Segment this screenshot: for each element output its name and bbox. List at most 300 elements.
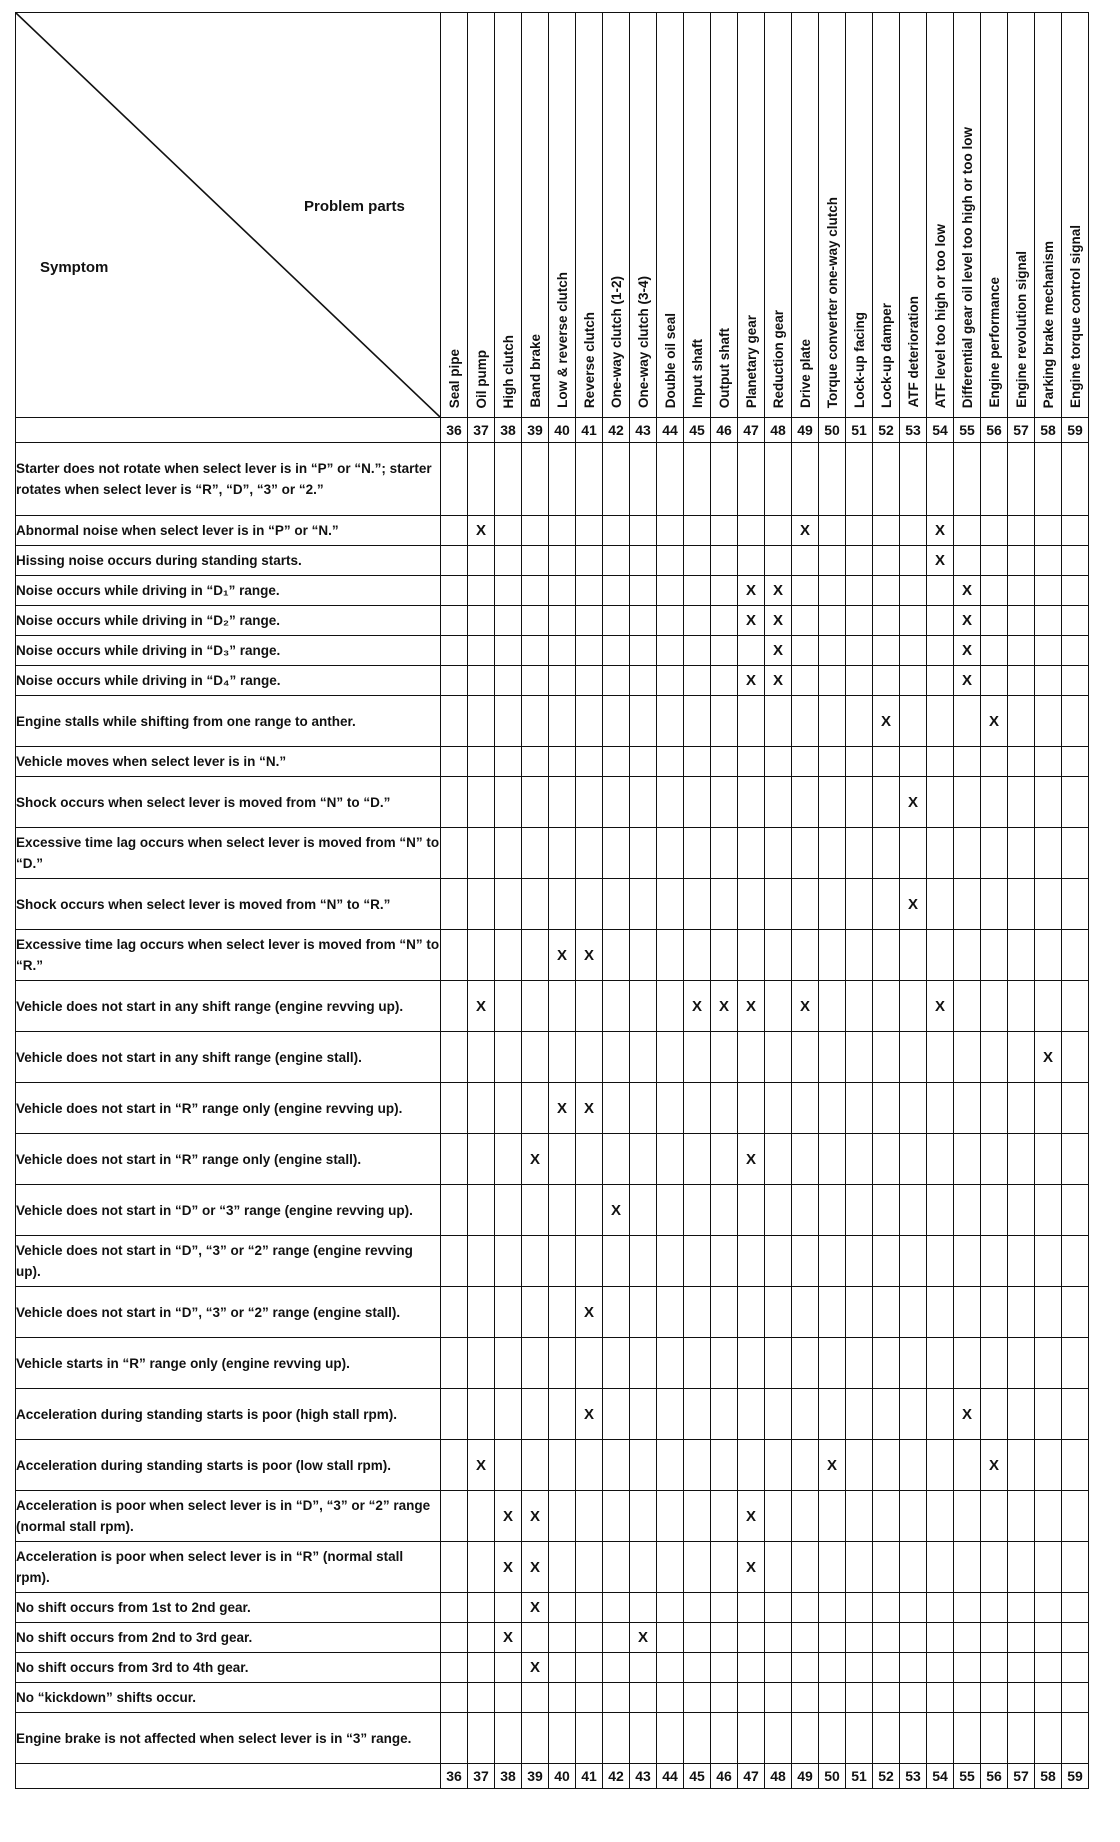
- empty-cell: [657, 1491, 684, 1542]
- empty-cell: [927, 1185, 954, 1236]
- symptom-text: Vehicle does not start in any shift range (engine revving up).: [16, 981, 441, 1032]
- column-header-45: [684, 13, 711, 418]
- mark-cell-40: X: [549, 930, 576, 981]
- column-number-42: 42: [603, 418, 630, 443]
- empty-cell: [981, 828, 1008, 879]
- empty-cell: [846, 747, 873, 777]
- empty-cell: [1035, 1542, 1062, 1593]
- mark-cell-50: X: [819, 1440, 846, 1491]
- diagnosis-table: [15, 12, 1089, 1789]
- empty-cell: [495, 666, 522, 696]
- empty-cell: [1062, 606, 1089, 636]
- empty-cell: [738, 1713, 765, 1764]
- empty-cell: [603, 1542, 630, 1593]
- empty-cell: [1008, 981, 1035, 1032]
- empty-cell: [630, 696, 657, 747]
- empty-cell: [630, 443, 657, 516]
- empty-cell: [1062, 636, 1089, 666]
- empty-cell: [522, 1287, 549, 1338]
- empty-cell: [684, 1653, 711, 1683]
- column-number-38: 38: [495, 1764, 522, 1789]
- empty-cell: [846, 1593, 873, 1623]
- empty-cell: [603, 1653, 630, 1683]
- empty-cell: [1035, 1338, 1062, 1389]
- empty-cell: [603, 1683, 630, 1713]
- mark-cell-39: X: [522, 1653, 549, 1683]
- empty-cell: [981, 636, 1008, 666]
- empty-cell: [468, 1389, 495, 1440]
- empty-cell: [738, 1287, 765, 1338]
- mark-cell-45: X: [684, 981, 711, 1032]
- empty-cell: [819, 636, 846, 666]
- empty-cell: [468, 1623, 495, 1653]
- empty-cell: [549, 777, 576, 828]
- empty-cell: [1062, 1134, 1089, 1185]
- empty-cell: [630, 1542, 657, 1593]
- empty-cell: [441, 1389, 468, 1440]
- table-row: [16, 1185, 1089, 1236]
- empty-cell: [522, 747, 549, 777]
- empty-cell: [765, 443, 792, 516]
- empty-cell: [711, 516, 738, 546]
- column-number-48: 48: [765, 1764, 792, 1789]
- empty-cell: [738, 828, 765, 879]
- empty-cell: [630, 879, 657, 930]
- empty-cell: [630, 1713, 657, 1764]
- empty-cell: [792, 1134, 819, 1185]
- column-number-45: 45: [684, 418, 711, 443]
- empty-cell: [549, 1134, 576, 1185]
- empty-cell: [873, 1287, 900, 1338]
- empty-cell: [441, 1236, 468, 1287]
- empty-cell: [495, 696, 522, 747]
- empty-cell: [873, 1542, 900, 1593]
- empty-cell: [630, 1683, 657, 1713]
- column-number-51: 51: [846, 1764, 873, 1789]
- empty-cell: [711, 1440, 738, 1491]
- diagnosis-chart: [15, 12, 1089, 1789]
- empty-cell: [657, 1134, 684, 1185]
- empty-cell: [603, 1593, 630, 1623]
- empty-cell: [630, 1287, 657, 1338]
- empty-cell: [603, 546, 630, 576]
- empty-cell: [576, 1593, 603, 1623]
- empty-cell: [873, 1134, 900, 1185]
- empty-cell: [549, 1287, 576, 1338]
- empty-cell: [738, 879, 765, 930]
- empty-cell: [684, 828, 711, 879]
- empty-cell: [927, 1653, 954, 1683]
- column-number-41: 41: [576, 418, 603, 443]
- empty-cell: [1008, 666, 1035, 696]
- empty-cell: [792, 1623, 819, 1653]
- empty-cell: [738, 1593, 765, 1623]
- empty-cell: [846, 1623, 873, 1653]
- empty-cell: [576, 1032, 603, 1083]
- empty-cell: [927, 1032, 954, 1083]
- empty-cell: [900, 1623, 927, 1653]
- empty-cell: [684, 666, 711, 696]
- empty-cell: [792, 1653, 819, 1683]
- empty-cell: [792, 1185, 819, 1236]
- empty-cell: [549, 828, 576, 879]
- empty-cell: [900, 930, 927, 981]
- empty-cell: [603, 1287, 630, 1338]
- empty-cell: [981, 1083, 1008, 1134]
- empty-cell: [603, 666, 630, 696]
- mark-cell-48: X: [765, 606, 792, 636]
- empty-cell: [873, 443, 900, 516]
- empty-cell: [711, 1653, 738, 1683]
- empty-cell: [1035, 930, 1062, 981]
- empty-cell: [630, 747, 657, 777]
- empty-cell: [792, 1683, 819, 1713]
- empty-cell: [900, 1032, 927, 1083]
- empty-cell: [927, 1134, 954, 1185]
- empty-cell: [873, 666, 900, 696]
- empty-cell: [1008, 1491, 1035, 1542]
- mark-cell-56: X: [981, 696, 1008, 747]
- empty-cell: [1008, 636, 1035, 666]
- empty-cell: [1008, 828, 1035, 879]
- empty-cell: [1035, 1440, 1062, 1491]
- column-number-38: 38: [495, 418, 522, 443]
- empty-cell: [900, 1593, 927, 1623]
- empty-cell: [765, 1653, 792, 1683]
- empty-cell: [846, 828, 873, 879]
- empty-cell: [468, 696, 495, 747]
- empty-cell: [1062, 546, 1089, 576]
- empty-cell: [792, 1338, 819, 1389]
- empty-cell: [711, 930, 738, 981]
- empty-cell: [981, 1491, 1008, 1542]
- empty-cell: [900, 636, 927, 666]
- symptom-text: No shift occurs from 3rd to 4th gear.: [16, 1653, 441, 1683]
- empty-cell: [1035, 828, 1062, 879]
- column-number-37: 37: [468, 418, 495, 443]
- empty-cell: [603, 1440, 630, 1491]
- empty-cell: [954, 1134, 981, 1185]
- column-label: ATF level too high or too low: [932, 223, 948, 408]
- empty-cell: [738, 1683, 765, 1713]
- empty-cell: [441, 666, 468, 696]
- empty-cell: [927, 696, 954, 747]
- empty-cell: [792, 1287, 819, 1338]
- table-row: [16, 1338, 1089, 1389]
- column-label: One-way clutch (3-4): [635, 275, 651, 408]
- empty-cell: [522, 546, 549, 576]
- empty-cell: [765, 1593, 792, 1623]
- empty-cell: [1035, 666, 1062, 696]
- mark-cell-41: X: [576, 1083, 603, 1134]
- empty-cell: [900, 443, 927, 516]
- empty-cell: [738, 1389, 765, 1440]
- empty-cell: [549, 1542, 576, 1593]
- empty-cell: [792, 879, 819, 930]
- empty-cell: [954, 981, 981, 1032]
- column-header-54: [927, 13, 954, 418]
- column-number-55: 55: [954, 1764, 981, 1789]
- column-header-37: [468, 13, 495, 418]
- empty-cell: [1008, 1623, 1035, 1653]
- empty-cell: [1035, 1491, 1062, 1542]
- empty-cell: [1035, 1236, 1062, 1287]
- mark-cell-41: X: [576, 1287, 603, 1338]
- empty-cell: [495, 828, 522, 879]
- empty-cell: [819, 1713, 846, 1764]
- empty-cell: [441, 981, 468, 1032]
- empty-cell: [873, 546, 900, 576]
- empty-cell: [576, 546, 603, 576]
- empty-cell: [468, 1542, 495, 1593]
- empty-cell: [792, 636, 819, 666]
- column-header-46: [711, 13, 738, 418]
- empty-cell: [1062, 1389, 1089, 1440]
- empty-cell: [792, 576, 819, 606]
- empty-cell: [873, 516, 900, 546]
- empty-cell: [927, 576, 954, 606]
- empty-cell: [468, 546, 495, 576]
- empty-cell: [576, 443, 603, 516]
- empty-cell: [468, 443, 495, 516]
- empty-cell: [684, 1185, 711, 1236]
- empty-cell: [1035, 636, 1062, 666]
- empty-cell: [1035, 981, 1062, 1032]
- empty-cell: [792, 1713, 819, 1764]
- empty-cell: [981, 1287, 1008, 1338]
- empty-cell: [819, 606, 846, 636]
- column-number-row-top: [16, 418, 1089, 443]
- empty-cell: [846, 1683, 873, 1713]
- empty-cell: [1062, 576, 1089, 606]
- empty-cell: [873, 1185, 900, 1236]
- mark-cell-54: X: [927, 546, 954, 576]
- table-row: [16, 879, 1089, 930]
- empty-cell: [441, 576, 468, 606]
- empty-cell: [927, 636, 954, 666]
- empty-cell: [765, 879, 792, 930]
- empty-cell: [468, 1593, 495, 1623]
- mark-cell-40: X: [549, 1083, 576, 1134]
- empty-cell: [981, 666, 1008, 696]
- empty-cell: [819, 666, 846, 696]
- empty-cell: [1008, 879, 1035, 930]
- empty-cell: [1062, 1653, 1089, 1683]
- column-number-39: 39: [522, 1764, 549, 1789]
- mark-cell-37: X: [468, 1440, 495, 1491]
- symptom-text: Starter does not rotate when select lever is in “P” or “N.”; starter rotates when select lever is “R”, “D”, “3” or “2.”: [16, 443, 441, 516]
- empty-cell: [819, 1134, 846, 1185]
- empty-cell: [1035, 1593, 1062, 1623]
- empty-cell: [819, 1653, 846, 1683]
- symptom-text: Vehicle does not start in any shift range (engine stall).: [16, 1032, 441, 1083]
- column-label: Reduction gear: [770, 309, 786, 408]
- table-row: [16, 1134, 1089, 1185]
- empty-cell: [711, 1542, 738, 1593]
- empty-cell: [495, 981, 522, 1032]
- column-number-43: 43: [630, 418, 657, 443]
- empty-cell: [549, 1491, 576, 1542]
- empty-cell: [1008, 576, 1035, 606]
- mark-cell-55: X: [954, 636, 981, 666]
- table-row: [16, 606, 1089, 636]
- empty-cell: [684, 1032, 711, 1083]
- symptom-text: Acceleration is poor when select lever is in “R” (normal stall rpm).: [16, 1542, 441, 1593]
- empty-cell: [900, 981, 927, 1032]
- mark-cell-56: X: [981, 1440, 1008, 1491]
- empty-cell: [711, 1083, 738, 1134]
- empty-cell: [765, 1491, 792, 1542]
- column-header-39: [522, 13, 549, 418]
- empty-cell: [819, 1032, 846, 1083]
- empty-cell: [738, 636, 765, 666]
- column-number-43: 43: [630, 1764, 657, 1789]
- empty-cell: [954, 696, 981, 747]
- empty-cell: [576, 1713, 603, 1764]
- empty-cell: [819, 1185, 846, 1236]
- symptom-text: Engine brake is not affected when select lever is in “3” range.: [16, 1713, 441, 1764]
- column-number-49: 49: [792, 418, 819, 443]
- table-row: [16, 1542, 1089, 1593]
- column-label: Low & reverse clutch: [554, 272, 570, 408]
- mark-cell-48: X: [765, 636, 792, 666]
- empty-cell: [549, 1236, 576, 1287]
- symptom-text: Acceleration is poor when select lever is in “D”, “3” or “2” range (normal stall rpm).: [16, 1491, 441, 1542]
- empty-cell: [603, 879, 630, 930]
- column-label: Band brake: [527, 334, 543, 408]
- symptom-text: Shock occurs when select lever is moved from “N” to “R.”: [16, 879, 441, 930]
- empty-cell: [846, 666, 873, 696]
- empty-cell: [900, 828, 927, 879]
- empty-cell: [1008, 1236, 1035, 1287]
- column-number-53: 53: [900, 418, 927, 443]
- mark-cell-52: X: [873, 696, 900, 747]
- problem-parts-label: Problem parts: [304, 198, 405, 215]
- empty-cell: [657, 606, 684, 636]
- empty-cell: [819, 981, 846, 1032]
- empty-cell: [684, 1287, 711, 1338]
- mark-cell-38: X: [495, 1491, 522, 1542]
- empty-cell: [981, 1338, 1008, 1389]
- empty-cell: [468, 666, 495, 696]
- empty-cell: [873, 576, 900, 606]
- empty-cell: [441, 1083, 468, 1134]
- table-row: [16, 1287, 1089, 1338]
- empty-cell: [1062, 1032, 1089, 1083]
- empty-cell: [711, 1683, 738, 1713]
- table-row: [16, 576, 1089, 606]
- mark-cell-47: X: [738, 1542, 765, 1593]
- empty-cell: [792, 443, 819, 516]
- empty-cell: [630, 516, 657, 546]
- column-header-43: [630, 13, 657, 418]
- mark-cell-41: X: [576, 1389, 603, 1440]
- empty-cell: [738, 777, 765, 828]
- empty-cell: [603, 1338, 630, 1389]
- empty-cell: [954, 1185, 981, 1236]
- empty-cell: [1062, 1491, 1089, 1542]
- empty-cell: [900, 1287, 927, 1338]
- empty-cell: [576, 777, 603, 828]
- empty-cell: [495, 576, 522, 606]
- empty-cell: [630, 1440, 657, 1491]
- empty-cell: [711, 1185, 738, 1236]
- empty-cell: [495, 747, 522, 777]
- empty-cell: [576, 879, 603, 930]
- empty-cell: [873, 1338, 900, 1389]
- empty-cell: [819, 1338, 846, 1389]
- empty-cell: [900, 1440, 927, 1491]
- empty-cell: [981, 747, 1008, 777]
- empty-cell: [954, 747, 981, 777]
- empty-cell: [468, 1287, 495, 1338]
- column-header-49: [792, 13, 819, 418]
- column-number-46: 46: [711, 1764, 738, 1789]
- empty-cell: [1035, 777, 1062, 828]
- empty-cell: [846, 981, 873, 1032]
- empty-cell: [1008, 1440, 1035, 1491]
- empty-cell: [1062, 516, 1089, 546]
- empty-cell: [981, 1593, 1008, 1623]
- empty-cell: [495, 1236, 522, 1287]
- empty-cell: [954, 1653, 981, 1683]
- empty-cell: [684, 696, 711, 747]
- empty-cell: [873, 1440, 900, 1491]
- empty-cell: [765, 1542, 792, 1593]
- mark-cell-47: X: [738, 981, 765, 1032]
- column-number-44: 44: [657, 418, 684, 443]
- empty-cell: [522, 606, 549, 636]
- empty-cell: [1062, 1185, 1089, 1236]
- empty-cell: [495, 546, 522, 576]
- empty-cell: [522, 930, 549, 981]
- table-row: [16, 828, 1089, 879]
- empty-cell: [819, 879, 846, 930]
- empty-cell: [792, 1440, 819, 1491]
- table-row: [16, 747, 1089, 777]
- column-number-51: 51: [846, 418, 873, 443]
- empty-cell: [603, 1713, 630, 1764]
- empty-cell: [495, 1593, 522, 1623]
- empty-cell: [657, 1032, 684, 1083]
- column-number-57: 57: [1008, 418, 1035, 443]
- empty-cell: [441, 636, 468, 666]
- column-number-36: 36: [441, 1764, 468, 1789]
- table-row: [16, 1440, 1089, 1491]
- empty-cell: [819, 1287, 846, 1338]
- empty-cell: [819, 1542, 846, 1593]
- empty-cell: [603, 930, 630, 981]
- empty-cell: [441, 516, 468, 546]
- mark-cell-47: X: [738, 1491, 765, 1542]
- empty-cell: [846, 1713, 873, 1764]
- empty-cell: [549, 696, 576, 747]
- mark-cell-47: X: [738, 666, 765, 696]
- empty-cell: [981, 546, 1008, 576]
- empty-cell: [468, 1713, 495, 1764]
- empty-cell: [549, 443, 576, 516]
- empty-cell: [900, 696, 927, 747]
- column-number-59: 59: [1062, 1764, 1089, 1789]
- empty-cell: [819, 1236, 846, 1287]
- empty-cell: [846, 1236, 873, 1287]
- empty-cell: [765, 1236, 792, 1287]
- empty-cell: [522, 777, 549, 828]
- mark-cell-58: X: [1035, 1032, 1062, 1083]
- empty-cell: [441, 546, 468, 576]
- column-number-50: 50: [819, 1764, 846, 1789]
- empty-cell: [549, 879, 576, 930]
